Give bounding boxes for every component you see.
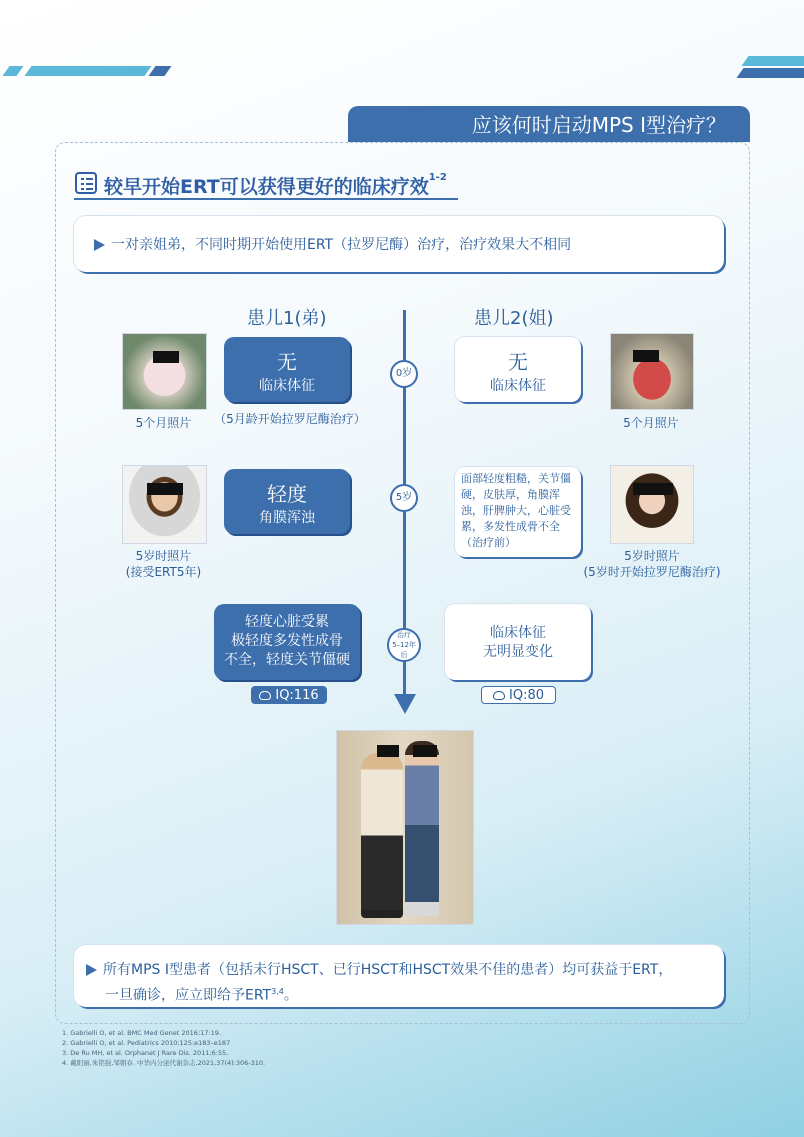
face-censor-bar [153,351,179,363]
timeline-node-0: 0岁 [390,360,418,388]
photo-patient2-infant [610,333,694,410]
decor-stripe [741,56,804,66]
patient2-row2-box [455,467,581,557]
decor-stripe [148,66,171,76]
patient2-row2-text: 面部轻度粗糙，关节僵硬，皮肤厚，角膜浑浊，肝脾肿大，心脏受累，多发性成骨不全（治疗前） [461,472,571,549]
intro-text: 一对亲姐弟，不同时期开始使用ERT（拉罗尼酶）治疗，治疗效果大不相同 [111,237,572,253]
caption-patient1-infant: 5个月照片 [135,416,192,430]
patient1-iq-value: IQ:116 [275,687,319,703]
decor-stripe [2,66,23,76]
reference-item: 2. Gabrielli O, et al. Pediatrics 2010;125:e183–e187 [62,1039,231,1047]
conclusion-box [74,945,724,1007]
caption-line: (5岁时开始拉罗尼酶治疗) [583,565,721,579]
photo-patient1-infant [122,333,207,410]
section-heading-sup: 1-2 [428,172,447,183]
timeline-node-5: 5岁 [390,484,418,512]
references [62,1028,265,1068]
patient2-row1-box [455,337,581,402]
patient2-iq-value: IQ:80 [509,687,544,703]
patient1-iq-badge [251,686,327,704]
patient1-row1-note: （5月龄开始拉罗尼酶治疗） [214,412,366,426]
face-censor-bar [413,745,437,757]
patient1-row2-box [224,469,350,534]
patient1-row2-sub: 角膜浑浊 [259,510,315,526]
triangle-bullet-icon [86,964,97,976]
decor-stripe [24,66,151,76]
patient2-row3-line: 临床体征 [490,625,546,641]
photo-patient2-age5 [610,465,694,544]
brother-figure [405,741,439,916]
brain-icon [493,691,505,700]
patient1-row1-sub: 临床体征 [259,378,315,394]
brain-icon [259,691,271,700]
section-heading [104,172,447,199]
caption-line: (接受ERT5年) [125,565,202,579]
patient1-row3-box [214,604,360,680]
photo-siblings [336,730,474,925]
patient2-row1-sub: 临床体征 [490,378,546,394]
face-censor-bar [633,483,673,495]
face-censor-bar [377,745,399,757]
conclusion-line2: 一旦确诊，应立即给予ERT [105,987,272,1004]
timeline-arrow-icon [394,694,416,714]
list-icon [75,172,97,194]
conclusion-sup: 3,4 [271,987,284,996]
patient1-row3-line: 不全，轻度关节僵硬 [224,652,350,668]
patient1-row3-line: 极轻度多发性成骨 [231,633,343,649]
face-censor-bar [633,350,659,362]
decor-stripe [736,68,804,78]
patient1-row3-line: 轻度心脏受累 [245,614,329,630]
page-title: 应该何时启动MPS Ⅰ型治疗？ [348,106,750,142]
patient1-row1-title: 无 [277,350,297,374]
caption-line: 5岁时照片 [135,549,192,563]
face-censor-bar [147,483,183,495]
patient2-row3-line: 无明显变化 [483,644,553,660]
caption-patient1-age5 [110,548,217,580]
section-heading-text: 较早开始ERT可以获得更好的临床疗效 [104,176,429,198]
node-treat-years: 5–12年后 [392,641,416,659]
reference-item: 1. Gabrielli O, et al. BMC Med Genet 2016;17:19. [62,1029,221,1037]
triangle-bullet-icon [94,239,105,251]
caption-patient2-infant: 5个月照片 [623,416,679,430]
caption-patient2-age5 [572,548,732,580]
patient1-row2-title: 轻度 [267,482,307,506]
reference-item: 3. De Ru MH, et al. Orphanet J Rare Dis. 2011;6:55. [62,1049,229,1057]
heading-underline [74,198,458,200]
column-head-patient1: 患儿1(弟) [247,308,327,329]
patient2-row3-box [445,604,591,680]
sister-figure [361,753,403,918]
patient1-row1-box [224,337,350,402]
node-treat-label: 治疗 [397,631,411,639]
photo-patient1-age5 [122,465,207,544]
intro-box [74,216,724,272]
patient2-row1-title: 无 [508,350,528,374]
column-head-patient2: 患儿2(姐) [474,308,554,329]
caption-line: 5岁时照片 [624,549,680,563]
timeline-node-treatment [387,628,421,662]
conclusion-end: 。 [283,987,298,1004]
conclusion-line1: 所有MPS Ⅰ型患者（包括未行HSCT、已行HSCT和HSCT效果不佳的患者）均可获益于ERT， [103,962,673,978]
patient2-iq-badge [481,686,556,704]
reference-item: 4. 戴阳丽,朱铭强,邹朝春. 中华内分泌代谢杂志,2021,37(4):306-310. [62,1059,266,1067]
